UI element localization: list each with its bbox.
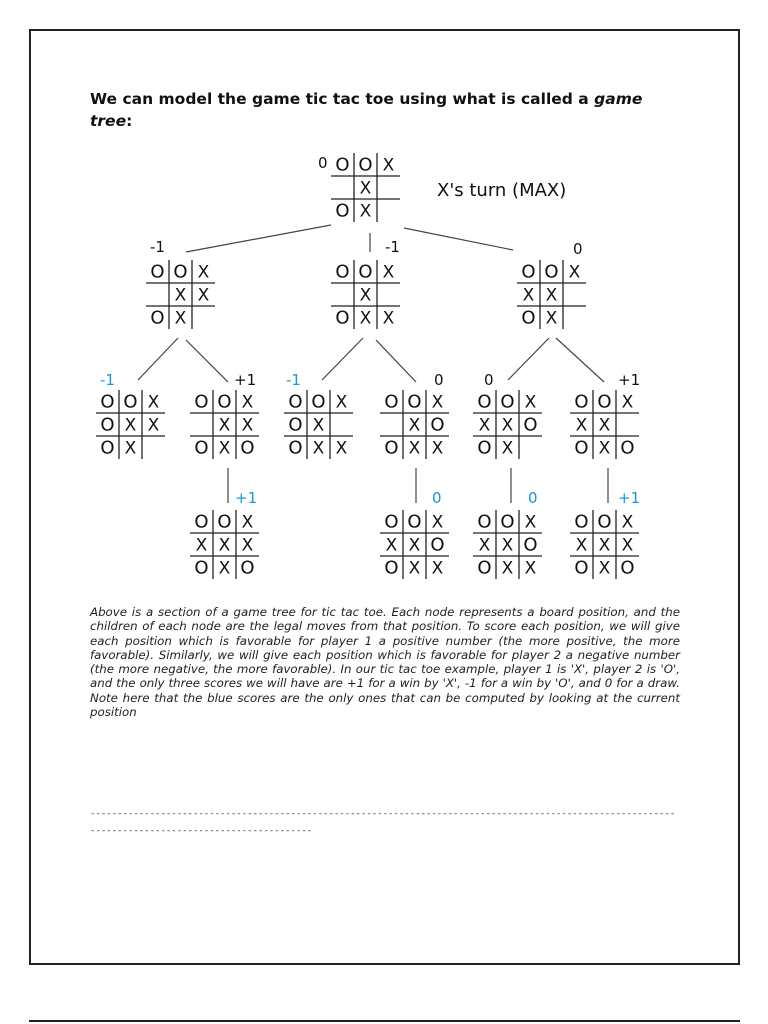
board-cell-mark: X — [359, 308, 372, 329]
board-c2 — [331, 260, 400, 329]
board-cell-mark: X — [524, 512, 537, 533]
board-cell-mark: X — [241, 535, 254, 556]
board-cell-mark: O — [597, 391, 612, 413]
board-cell-mark: X — [197, 285, 210, 306]
figure-caption: Above is a section of a game tree for tic tac toe. Each node represents a board position, and the children of each node are the legal moves from that position. To score each position, we will give each position which is favorable for player 1 a positive number (the more positive, the more favorable). Similarly, we will give each position which is favorable for player 2 a negative number (the more negative, the more favorable). In our tic tac toe example, player 1 is 'X', player 2 is 'O', and the only three scores we will have are +1 for a win by 'X', -1 for a win by 'O', and 0 for a draw. Note here that the blue scores are the only ones that can be computed by looking at the current position — [90, 605, 680, 720]
board-cell-mark: X — [335, 392, 348, 413]
board-cell-mark: O — [477, 511, 492, 533]
board-cell-mark: X — [359, 285, 372, 306]
board-cell-mark: X — [408, 415, 421, 436]
tree-edge-g5 — [508, 338, 549, 380]
board-cell-mark: X — [312, 415, 325, 436]
board-cell-mark: X — [312, 438, 325, 459]
board-cell-mark: X — [124, 415, 137, 436]
board-cell-mark: O — [574, 511, 589, 533]
score-label-g6: +1 — [618, 371, 641, 389]
board-cell-mark: O — [384, 557, 399, 579]
board-cell-mark: O — [100, 437, 115, 459]
score-label-l2: 0 — [432, 489, 442, 507]
board-g1 — [96, 390, 165, 459]
board-cell-mark: O — [123, 391, 138, 413]
board-cell-mark: X — [621, 535, 634, 556]
board-c3 — [517, 260, 586, 329]
board-g4 — [380, 390, 449, 459]
board-cell-mark: X — [621, 512, 634, 533]
board-g2 — [190, 390, 259, 459]
board-cell-mark: O — [574, 437, 589, 459]
board-l2 — [380, 510, 449, 579]
board-c1 — [146, 260, 215, 329]
heading-emphasis: game tree — [90, 90, 643, 130]
score-label-l1: +1 — [235, 489, 258, 507]
board-cell-mark: X — [147, 392, 160, 413]
board-cell-mark: O — [288, 437, 303, 459]
board-cell-mark: O — [430, 534, 445, 556]
board-cell-mark: O — [194, 437, 209, 459]
board-cell-mark: O — [150, 307, 165, 329]
board-cell-mark: O — [288, 414, 303, 436]
board-cell-mark: X — [431, 392, 444, 413]
board-cell-mark: O — [194, 557, 209, 579]
board-cell-mark: O — [194, 511, 209, 533]
board-cell-mark: X — [598, 535, 611, 556]
board-cell-mark: X — [478, 535, 491, 556]
board-cell-mark: O — [523, 414, 538, 436]
board-cell-mark: X — [382, 155, 395, 176]
board-cell-mark: X — [241, 415, 254, 436]
board-cell-mark: O — [217, 391, 232, 413]
board-cell-mark: X — [174, 285, 187, 306]
board-cell-mark: O — [521, 307, 536, 329]
board-cell-mark: O — [574, 391, 589, 413]
board-cell-mark: O — [477, 557, 492, 579]
board-cell-mark: X — [598, 438, 611, 459]
board-g3 — [284, 390, 353, 459]
board-cell-mark: X — [478, 415, 491, 436]
board-cell-mark: O — [335, 261, 350, 283]
board-l3 — [473, 510, 542, 579]
board-cell-mark: O — [597, 511, 612, 533]
board-cell-mark: X — [241, 392, 254, 413]
board-cell-mark: O — [407, 391, 422, 413]
heading-suffix: : — [126, 112, 133, 130]
board-cell-mark: X — [408, 535, 421, 556]
tree-edge-g6 — [556, 338, 604, 382]
board-cell-mark: O — [240, 557, 255, 579]
board-cell-mark: O — [194, 391, 209, 413]
score-label-g4: 0 — [434, 371, 444, 389]
board-cell-mark: O — [335, 307, 350, 329]
board-cell-mark: X — [385, 535, 398, 556]
board-cell-mark: X — [195, 535, 208, 556]
board-cell-mark: O — [288, 391, 303, 413]
board-cell-mark: X — [147, 415, 160, 436]
board-cell-mark: X — [575, 535, 588, 556]
board-cell-mark: O — [100, 391, 115, 413]
board-g6 — [570, 390, 639, 459]
board-cell-mark: X — [408, 438, 421, 459]
score-label-c1: -1 — [150, 238, 165, 256]
board-g5 — [473, 390, 542, 459]
board-cell-mark: X — [408, 558, 421, 579]
turn-label: X's turn (MAX) — [437, 180, 567, 201]
board-cell-mark: X — [524, 558, 537, 579]
board-cell-mark: X — [501, 535, 514, 556]
board-cell-mark: X — [218, 535, 231, 556]
board-cell-mark: X — [359, 178, 372, 199]
board-cell-mark: X — [431, 512, 444, 533]
board-cell-mark: O — [384, 437, 399, 459]
board-cell-mark: O — [620, 557, 635, 579]
board-cell-mark: X — [501, 415, 514, 436]
board-cell-mark: X — [431, 438, 444, 459]
next-page-edge — [29, 1020, 740, 1022]
board-cell-mark: X — [359, 201, 372, 222]
board-cell-mark: X — [545, 308, 558, 329]
tree-edge-c3 — [404, 228, 513, 250]
board-cell-mark: X — [524, 392, 537, 413]
score-label-c3: 0 — [573, 240, 583, 258]
board-cell-mark: O — [620, 437, 635, 459]
board-cell-mark: X — [545, 285, 558, 306]
board-cell-mark: X — [335, 438, 348, 459]
board-cell-mark: O — [477, 437, 492, 459]
board-cell-mark: O — [521, 261, 536, 283]
board-cell-mark: O — [523, 534, 538, 556]
board-cell-mark: X — [501, 558, 514, 579]
board-cell-mark: O — [311, 391, 326, 413]
score-label-c2: -1 — [385, 238, 400, 256]
tree-edge-g4 — [376, 340, 416, 382]
board-cell-mark: O — [173, 261, 188, 283]
board-cell-mark: O — [574, 557, 589, 579]
board-cell-mark: X — [598, 558, 611, 579]
board-cell-mark: X — [575, 415, 588, 436]
score-label-g5: 0 — [484, 371, 494, 389]
board-cell-mark: X — [598, 415, 611, 436]
heading-prefix: We can model the game tic tac toe using what is called a — [90, 90, 595, 108]
board-cell-mark: O — [477, 391, 492, 413]
board-cell-mark: X — [218, 558, 231, 579]
board-cell-mark: X — [218, 438, 231, 459]
board-cell-mark: O — [358, 154, 373, 176]
tree-edge-g2 — [186, 340, 228, 382]
board-cell-mark: X — [522, 285, 535, 306]
board-cell-mark: X — [621, 392, 634, 413]
board-cell-mark: X — [124, 438, 137, 459]
score-label-g2: +1 — [234, 371, 257, 389]
board-cell-mark: O — [335, 154, 350, 176]
score-label-root: 0 — [318, 154, 328, 172]
board-cell-mark: X — [382, 308, 395, 329]
board-cell-mark: O — [407, 511, 422, 533]
board-cell-mark: X — [174, 308, 187, 329]
board-cell-mark: O — [358, 261, 373, 283]
board-cell-mark: O — [384, 511, 399, 533]
board-cell-mark: X — [197, 262, 210, 283]
tree-edge-c1 — [186, 225, 331, 252]
board-cell-mark: X — [241, 512, 254, 533]
board-cell-mark: O — [544, 261, 559, 283]
board-cell-mark: O — [500, 511, 515, 533]
board-cell-mark: O — [240, 437, 255, 459]
score-label-l4: +1 — [618, 489, 641, 507]
board-l4 — [570, 510, 639, 579]
score-label-l3: 0 — [528, 489, 538, 507]
board-cell-mark: O — [430, 414, 445, 436]
board-cell-mark: X — [501, 438, 514, 459]
board-cell-mark: X — [382, 262, 395, 283]
separator-line: ----------------------------------------------------------------------------------------------------------------------------------------------------- — [90, 809, 676, 836]
board-root — [331, 153, 400, 222]
board-cell-mark: X — [568, 262, 581, 283]
board-l1 — [190, 510, 259, 579]
score-label-g3: -1 — [286, 371, 301, 389]
board-cell-mark: X — [218, 415, 231, 436]
board-cell-mark: O — [150, 261, 165, 283]
board-cell-mark: X — [431, 558, 444, 579]
board-cell-mark: O — [100, 414, 115, 436]
score-label-g1: -1 — [100, 371, 115, 389]
board-cell-mark: O — [335, 200, 350, 222]
tree-edge-g3 — [322, 338, 363, 380]
board-cell-mark: O — [384, 391, 399, 413]
board-cell-mark: O — [217, 511, 232, 533]
tree-edge-g1 — [138, 338, 178, 380]
board-cell-mark: O — [500, 391, 515, 413]
